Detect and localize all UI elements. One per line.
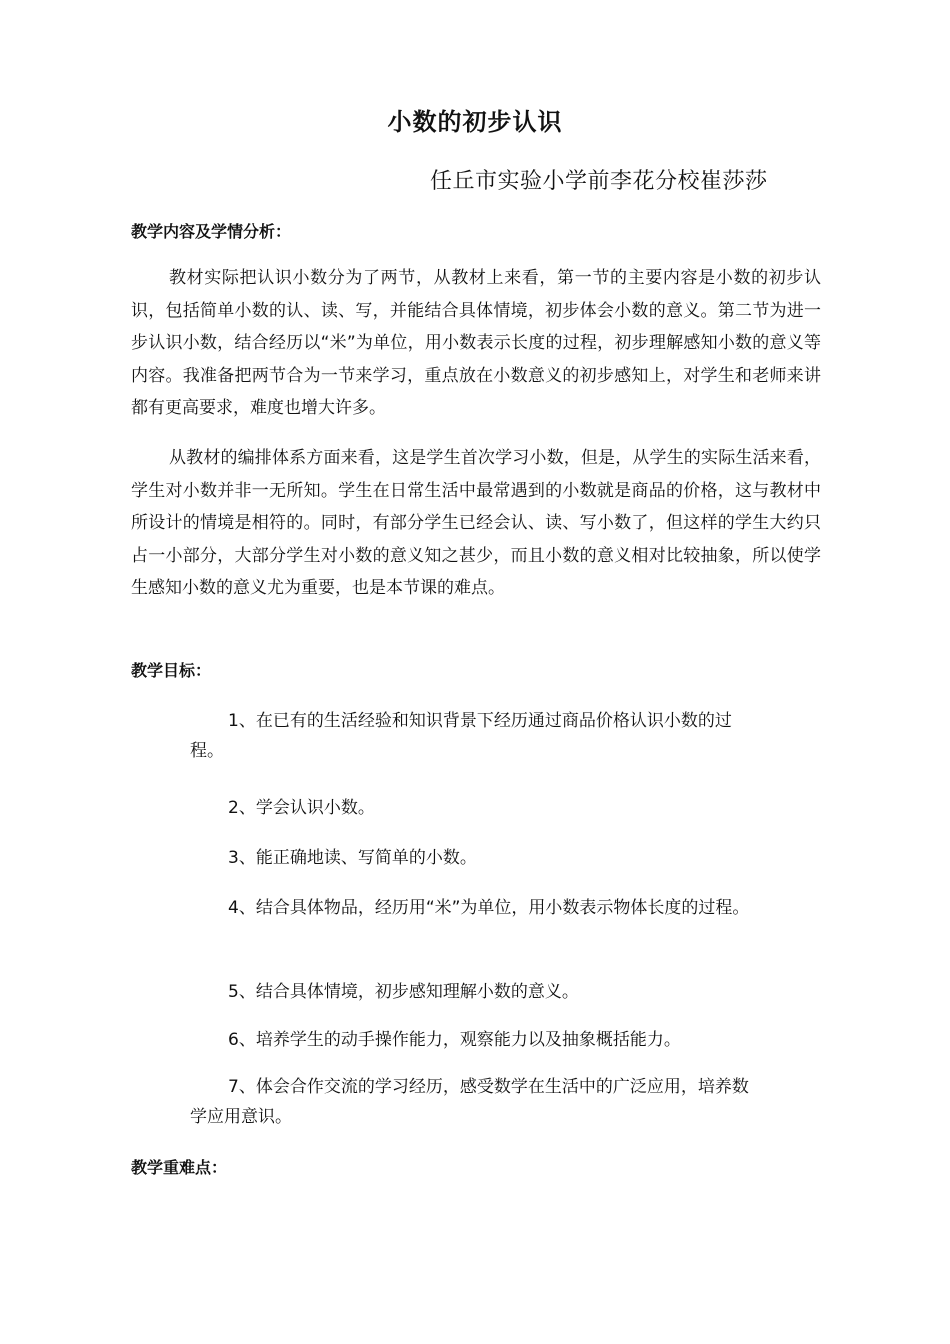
analysis-paragraph: 从教材的编排体系方面来看，这是学生首次学习小数，但是，从学生的实际生活来看，学生对小数并非一无所知。学生在日常生活中最常遇到的小数就是商品的价格，这与教材中所设计的情境是相符的。同时，有部分学生已经会认、读、写小数了，但这样的学生大约只占一小部分，大部分学生对小数的意义知之甚少，而且小数的意义相对比较抽象，所以使学生感知小数的意义尤为重要，也是本节课的难点。 — [131, 448, 821, 598]
goal-item: 2、学会认识小数。 — [228, 798, 375, 818]
author-line: 任丘市实验小学前李花分校崔莎莎 — [430, 169, 768, 194]
analysis-paragraph: 教材实际把认识小数分为了两节，从教材上来看，第一节的主要内容是小数的初步认识，包括简单小数的认、读、写，并能结合具体情境，初步体会小数的意义。第二节为进一步认识小数，结合经历以“米”为单位，用小数表示长度的过程，初步理解感知小数的意义等内容。我准备把两节合为一节来学习，重点放在小数意义的初步感知上，对学生和老师来讲都有更高要求，难度也增大许多。 — [131, 268, 821, 418]
goal-item: 6、培养学生的动手操作能力，观察能力以及抽象概括能力。 — [228, 1030, 681, 1050]
goal-item: 7、体会合作交流的学习经历，感受数学在生活中的广泛应用，培养数学应用意识。 — [190, 1077, 749, 1127]
analysis-heading: 教学内容及学情分析： — [131, 222, 292, 241]
key-points-heading: 教学重难点： — [131, 1158, 228, 1177]
goals-heading: 教学目标： — [131, 661, 212, 680]
goal-item: 1、在已有的生活经验和知识背景下经历通过商品价格认识小数的过程。 — [190, 711, 732, 761]
goal-item: 4、结合具体物品，经历用“米”为单位，用小数表示物体长度的过程。 — [228, 898, 750, 918]
goal-item: 5、结合具体情境，初步感知理解小数的意义。 — [228, 982, 579, 1002]
goal-item: 3、能正确地读、写简单的小数。 — [228, 848, 477, 868]
document-title: 小数的初步认识 — [387, 108, 563, 136]
